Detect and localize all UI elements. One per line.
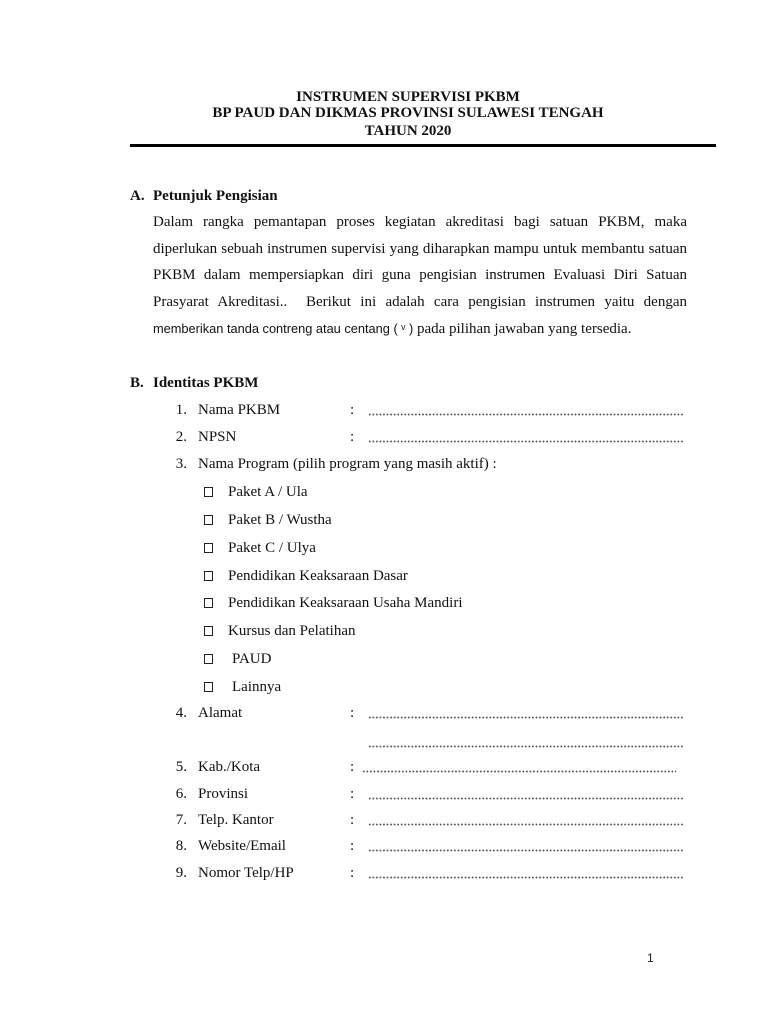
alamat-blank bbox=[368, 704, 684, 722]
instructions-last-line bbox=[153, 320, 631, 338]
instructions-line: diperlukan sebuah instrumen supervisi yang diharapkan mampu untuk membantu satuan bbox=[153, 241, 687, 257]
section-b-marker: B. bbox=[130, 375, 144, 391]
checkbox-icon bbox=[204, 487, 213, 497]
field-number: 7. bbox=[175, 812, 187, 828]
section-a-heading: Petunjuk Pengisian bbox=[153, 188, 278, 204]
field-colon: : bbox=[350, 705, 355, 721]
checkbox-icon bbox=[204, 515, 213, 525]
field-label-provinsi: Provinsi bbox=[198, 786, 249, 802]
field-colon: : bbox=[350, 865, 355, 881]
field-label-nama-program: Nama Program (pilih program yang masih aktif) : bbox=[198, 456, 497, 472]
program-option: Paket A / Ula bbox=[228, 484, 308, 500]
field-number: 3. bbox=[175, 456, 187, 472]
field-number: 9. bbox=[175, 865, 187, 881]
program-option: Pendidikan Keaksaraan Dasar bbox=[228, 568, 408, 584]
page-number: 1 bbox=[647, 951, 654, 965]
telp-kantor-blank bbox=[368, 811, 684, 829]
provinsi-blank bbox=[368, 785, 684, 803]
nama-pkbm-blank bbox=[368, 401, 684, 419]
field-number: 8. bbox=[175, 838, 187, 854]
field-colon: : bbox=[350, 838, 355, 854]
field-label-npsn: NPSN bbox=[198, 429, 237, 445]
checkbox-icon bbox=[204, 654, 213, 664]
instructions-tail-text: pada pilihan jawaban yang tersedia. bbox=[413, 321, 632, 337]
alamat-blank-continued bbox=[368, 733, 684, 751]
instructions-line: PKBM dalam mempersiapkan diri guna pengisian instrumen Evaluasi Diri Satuan bbox=[153, 267, 687, 283]
kab-kota-blank bbox=[362, 758, 676, 776]
program-option: Paket B / Wustha bbox=[228, 512, 332, 528]
document-subtitle: BP PAUD DAN DIKMAS PROVINSI SULAWESI TENGAH bbox=[212, 105, 604, 121]
field-number: 6. bbox=[175, 786, 187, 802]
field-number: 4. bbox=[175, 705, 187, 721]
checkbox-icon bbox=[204, 682, 213, 692]
field-label-kab-kota: Kab./Kota bbox=[198, 759, 261, 775]
program-option: PAUD bbox=[232, 651, 272, 667]
instructions-line: Prasyarat Akreditasi.. Berikut ini adalah cara pengisian instrumen yaitu dengan bbox=[153, 294, 687, 310]
program-option: Kursus dan Pelatihan bbox=[228, 623, 356, 639]
checkbox-icon bbox=[204, 598, 213, 608]
field-label-nama-pkbm: Nama PKBM bbox=[198, 402, 281, 418]
npsn-blank bbox=[368, 428, 684, 446]
field-number: 5. bbox=[175, 759, 187, 775]
document-year: TAHUN 2020 bbox=[364, 123, 452, 139]
field-number: 2. bbox=[175, 429, 187, 445]
field-colon: : bbox=[350, 786, 355, 802]
checkbox-icon bbox=[204, 626, 213, 636]
field-label-alamat: Alamat bbox=[198, 705, 243, 721]
field-colon: : bbox=[350, 402, 355, 418]
website-email-blank bbox=[368, 837, 684, 855]
field-colon: : bbox=[350, 759, 355, 775]
checkmark-instruction-text: memberikan tanda contreng atau centang ( ᵛ ) bbox=[153, 321, 414, 336]
program-option: Lainnya bbox=[232, 679, 282, 695]
program-option: Paket C / Ulya bbox=[228, 540, 316, 556]
field-colon: : bbox=[350, 812, 355, 828]
program-option: Pendidikan Keaksaraan Usaha Mandiri bbox=[228, 595, 463, 611]
checkbox-icon bbox=[204, 571, 213, 581]
instructions-line: Dalam rangka pemantapan proses kegiatan akreditasi bagi satuan PKBM, maka bbox=[153, 214, 687, 230]
field-label-website-email: Website/Email bbox=[198, 838, 286, 854]
field-label-telp-kantor: Telp. Kantor bbox=[198, 812, 274, 828]
field-colon: : bbox=[350, 429, 355, 445]
field-number: 1. bbox=[175, 402, 187, 418]
header-rule bbox=[130, 144, 716, 147]
section-a-marker: A. bbox=[130, 188, 145, 204]
document-title: INSTRUMEN SUPERVISI PKBM bbox=[296, 89, 520, 105]
nomor-telp-blank bbox=[368, 864, 684, 882]
section-b-heading: Identitas PKBM bbox=[153, 375, 259, 391]
checkbox-icon bbox=[204, 543, 213, 553]
field-label-nomor-telp: Nomor Telp/HP bbox=[198, 865, 294, 881]
